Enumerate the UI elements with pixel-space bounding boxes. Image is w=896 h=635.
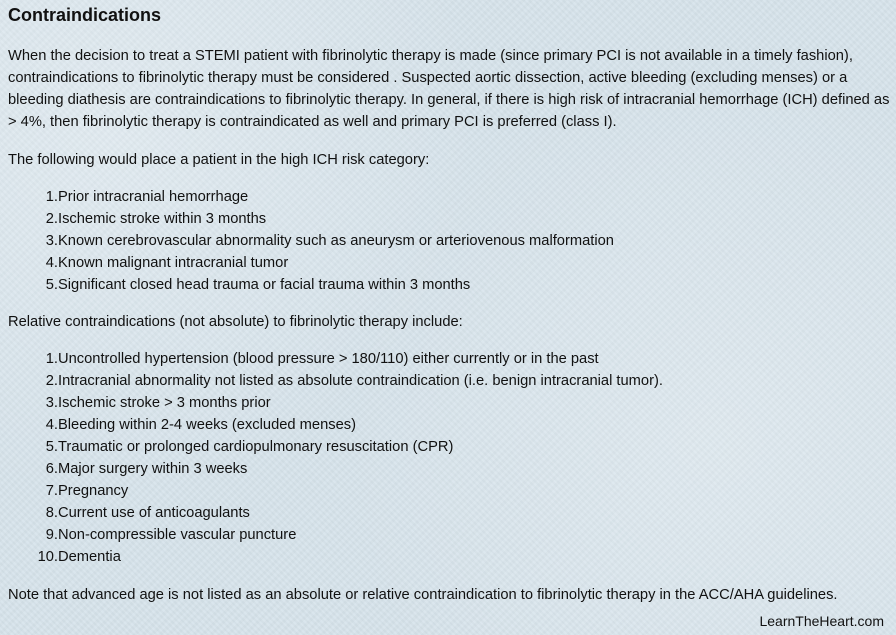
relative-list: [8, 348, 890, 568]
list-item-text: Ischemic stroke within 3 months: [58, 211, 267, 227]
list-item-number: 5.: [45, 439, 58, 455]
list-item: [8, 370, 890, 392]
list-item-text: Intracranial abnormality not listed as absolute contraindication (i.e. benign intracranial tumor).: [58, 373, 663, 389]
list-item: [8, 524, 890, 546]
list-item-text: Traumatic or prolonged cardiopulmonary resuscitation (CPR): [58, 439, 454, 455]
relative-lead: Relative contraindications (not absolute) to fibrinolytic therapy include:: [8, 314, 463, 330]
list-item-text: Uncontrolled hypertension (blood pressure > 180/110) either currently or in the past: [58, 351, 599, 367]
list-item-number: 5.: [45, 277, 58, 293]
list-item-number: 1.: [45, 189, 58, 205]
list-item-number: 6.: [45, 461, 58, 477]
page-title: Contraindications: [8, 5, 162, 25]
list-item-number: 3.: [45, 395, 58, 411]
list-item: [8, 252, 890, 274]
list-item-text: Pregnancy: [58, 483, 129, 499]
list-item: [8, 502, 890, 524]
list-item: [8, 392, 890, 414]
list-item: [8, 414, 890, 436]
list-item-text: Dementia: [58, 549, 121, 565]
high-risk-lead: The following would place a patient in the high ICH risk category:: [8, 152, 430, 168]
note-paragraph: Note that advanced age is not listed as an absolute or relative contraindication to fibrinolytic therapy in the ACC/AHA guidelines.: [8, 587, 838, 603]
high-risk-list: [8, 186, 890, 296]
list-item: [8, 480, 890, 502]
list-item: [8, 348, 890, 370]
list-item: [8, 436, 890, 458]
list-item-number: 2.: [45, 211, 58, 227]
list-item-number: 2.: [45, 373, 58, 389]
list-item-text: Known cerebrovascular abnormality such as aneurysm or arteriovenous malformation: [58, 233, 614, 249]
watermark: LearnTheHeart.com: [759, 613, 884, 629]
list-item-number: 8.: [45, 505, 58, 521]
list-item-text: Prior intracranial hemorrhage: [58, 189, 249, 205]
list-item-number: 9.: [45, 527, 58, 543]
list-item-text: Current use of anticoagulants: [58, 505, 250, 521]
list-item-number: 4.: [45, 255, 58, 271]
list-item-text: Major surgery within 3 weeks: [58, 461, 248, 477]
list-item-text: Non-compressible vascular puncture: [58, 527, 297, 543]
list-item-text: Known malignant intracranial tumor: [58, 255, 289, 271]
list-item: [8, 186, 890, 208]
list-item-text: Significant closed head trauma or facial trauma within 3 months: [58, 277, 471, 293]
document: [8, 0, 890, 606]
list-item-text: Bleeding within 2-4 weeks (excluded menses): [58, 417, 356, 433]
list-item: [8, 546, 890, 568]
list-item-number: 3.: [45, 233, 58, 249]
list-item: [8, 208, 890, 230]
list-item-number: 4.: [45, 417, 58, 433]
intro-paragraph: When the decision to treat a STEMI patient with fibrinolytic therapy is made (since primary PCI is not available in a timely fashion), contraindications to fibrinolytic therapy must be considered . Suspected aortic dissection, active bleeding (excluding menses) or a bleeding diathesis are contraindications to fibrinolytic therapy. In general, if there is high risk of intracranial hemorrhage (ICH) defined as > 4%, then fibrinolytic therapy is contraindicated as well and primary PCI is preferred (class I).: [8, 48, 890, 130]
list-item-number: 1.: [45, 351, 58, 367]
list-item-text: Ischemic stroke > 3 months prior: [58, 395, 271, 411]
list-item-number: 7.: [45, 483, 58, 499]
list-item: [8, 274, 890, 296]
list-item: [8, 458, 890, 480]
list-item: [8, 230, 890, 252]
list-item-number: 10.: [37, 549, 58, 565]
